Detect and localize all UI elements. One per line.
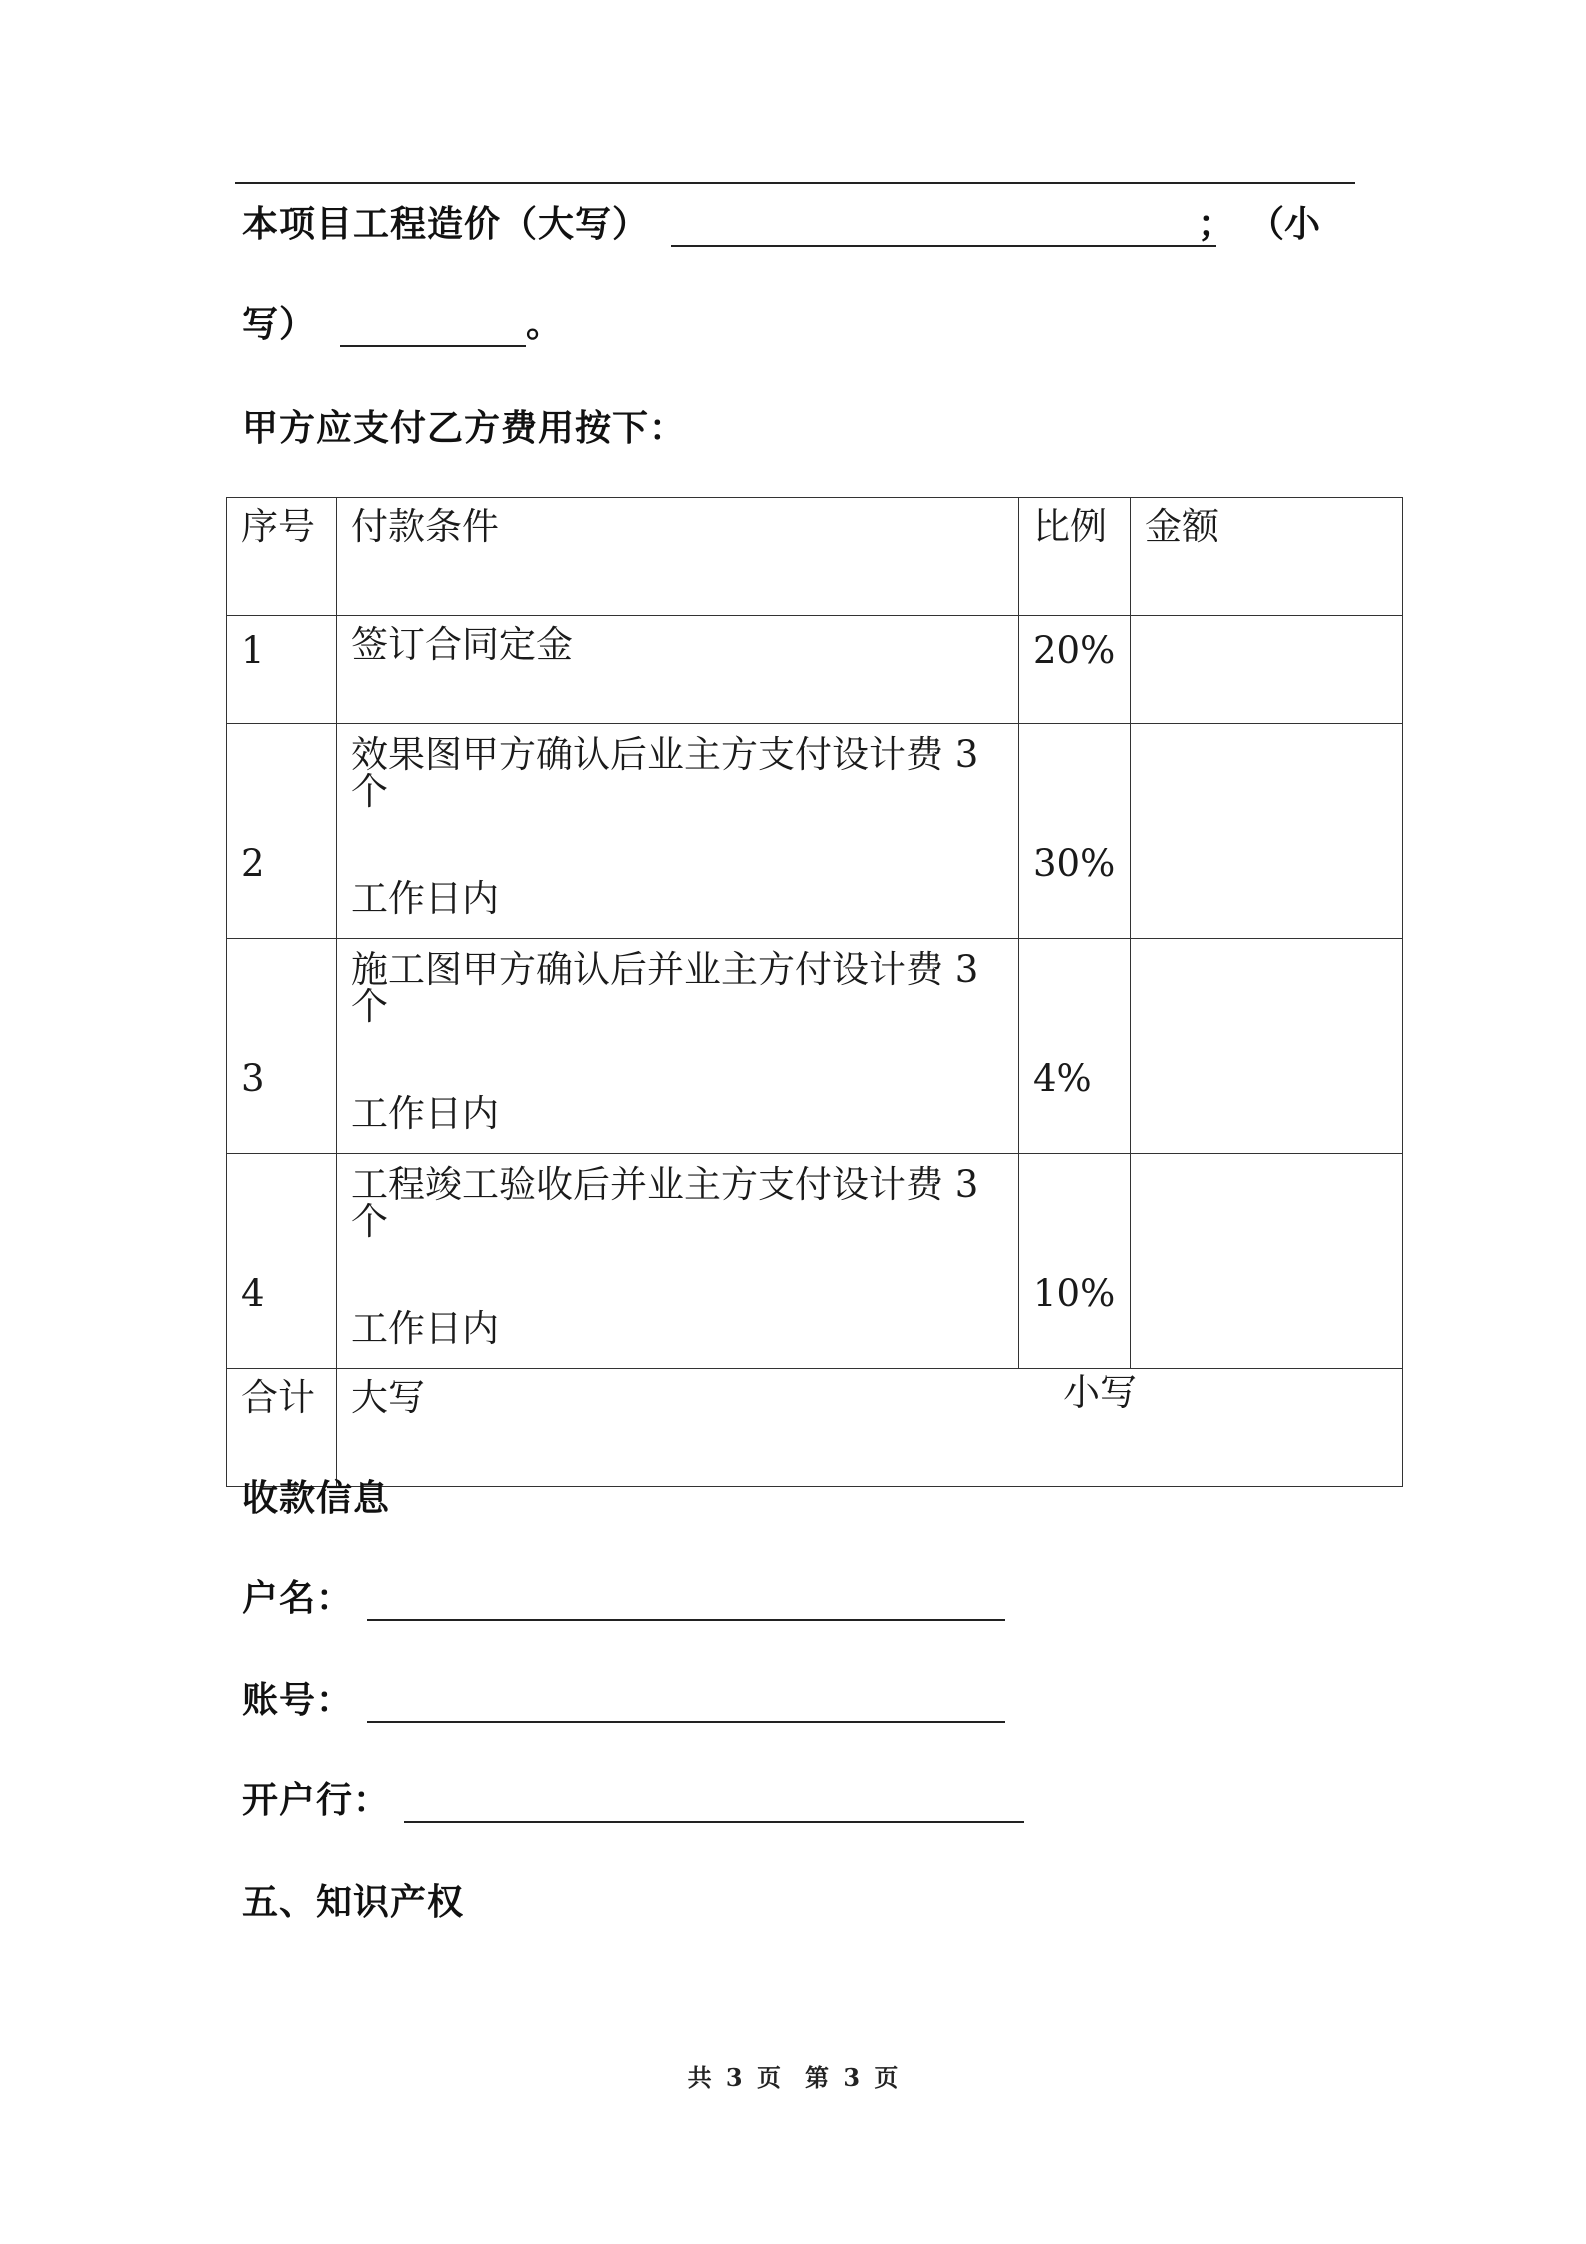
- row-no-cell: [227, 616, 337, 724]
- account-no-line: [242, 1672, 1005, 1723]
- row-no-cell: [227, 1154, 337, 1369]
- row-condition-cell: [337, 1154, 1019, 1369]
- row-condition-line2: 工作日内: [351, 1092, 499, 1135]
- cost-line: [242, 196, 1216, 247]
- row-no: 2: [241, 842, 265, 885]
- row-amount[interactable]: [1131, 939, 1403, 1154]
- table-row: [227, 616, 1403, 724]
- row-condition-cell: [337, 724, 1019, 939]
- row-condition-cell: [337, 616, 1019, 724]
- row-condition-line1: 效果图甲方确认后业主方支付设计费 3 个: [351, 733, 979, 813]
- total-label: 合计: [227, 1369, 337, 1487]
- row-no-cell: [227, 939, 337, 1154]
- row-condition-line1: 工程竣工验收后并业主方支付设计费 3 个: [351, 1163, 979, 1243]
- payment-table: [226, 497, 1403, 1487]
- header-ratio: 比例: [1019, 498, 1131, 616]
- table-row: [227, 939, 1403, 1154]
- header-amount: 金额: [1131, 498, 1403, 616]
- bank-line: [242, 1772, 1024, 1823]
- row-condition-line2: 工作日内: [351, 877, 499, 920]
- row-ratio: 10%: [1033, 1272, 1116, 1315]
- bank-title: 收款信息: [242, 1478, 391, 1519]
- row-condition-line1: 施工图甲方确认后并业主方付设计费 3 个: [351, 948, 979, 1028]
- cost-small-blank[interactable]: [340, 305, 526, 347]
- table-row: [227, 1154, 1403, 1369]
- cost-period: 。: [526, 304, 564, 345]
- header-no: 序号: [227, 498, 337, 616]
- page-footer: 共 3 页 第 3 页: [687, 2063, 899, 2092]
- row-ratio: 4%: [1033, 1057, 1092, 1100]
- header-condition: 付款条件: [337, 498, 1019, 616]
- section-five-heading: 五、知识产权: [242, 1882, 465, 1923]
- total-capital[interactable]: 大写: [337, 1369, 1403, 1487]
- total-small: 小写: [1063, 1371, 1137, 1414]
- cost-small-open: （小: [1248, 204, 1321, 245]
- row-condition-line2: 工作日内: [351, 1307, 499, 1350]
- row-no: 1: [241, 629, 265, 672]
- bank-label: 开户行：: [242, 1780, 391, 1821]
- row-ratio-cell: [1019, 724, 1131, 939]
- table-row: [227, 724, 1403, 939]
- row-no: 4: [241, 1272, 265, 1315]
- cost-prefix: 本项目工程造价（大写）: [242, 204, 650, 245]
- account-name-label: 户名：: [242, 1578, 354, 1619]
- row-no-cell: [227, 724, 337, 939]
- row-ratio: 30%: [1033, 842, 1116, 885]
- account-no-blank[interactable]: [367, 1681, 1005, 1723]
- row-ratio: 20%: [1033, 629, 1116, 672]
- top-rule: [235, 182, 1355, 184]
- account-name-line: [242, 1570, 1005, 1621]
- cost-semicolon: ；: [1198, 204, 1235, 245]
- table-total-row: [227, 1369, 1403, 1487]
- cost-small-close: 写）: [242, 304, 317, 345]
- table-header-row: [227, 498, 1403, 616]
- account-no-label: 账号：: [242, 1680, 354, 1721]
- row-condition: 签订合同定金: [351, 623, 573, 666]
- row-condition-cell: [337, 939, 1019, 1154]
- payment-intro: 甲方应支付乙方费用按下：: [242, 408, 687, 449]
- row-ratio-cell: [1019, 939, 1131, 1154]
- row-amount[interactable]: [1131, 724, 1403, 939]
- cost-capital-blank[interactable]: [671, 205, 1216, 247]
- cost-line-2: [242, 296, 563, 347]
- row-amount[interactable]: [1131, 1154, 1403, 1369]
- account-name-blank[interactable]: [367, 1579, 1005, 1621]
- bank-blank[interactable]: [404, 1781, 1024, 1823]
- row-no: 3: [241, 1057, 265, 1100]
- row-ratio-cell: [1019, 616, 1131, 724]
- row-amount[interactable]: [1131, 616, 1403, 724]
- row-ratio-cell: [1019, 1154, 1131, 1369]
